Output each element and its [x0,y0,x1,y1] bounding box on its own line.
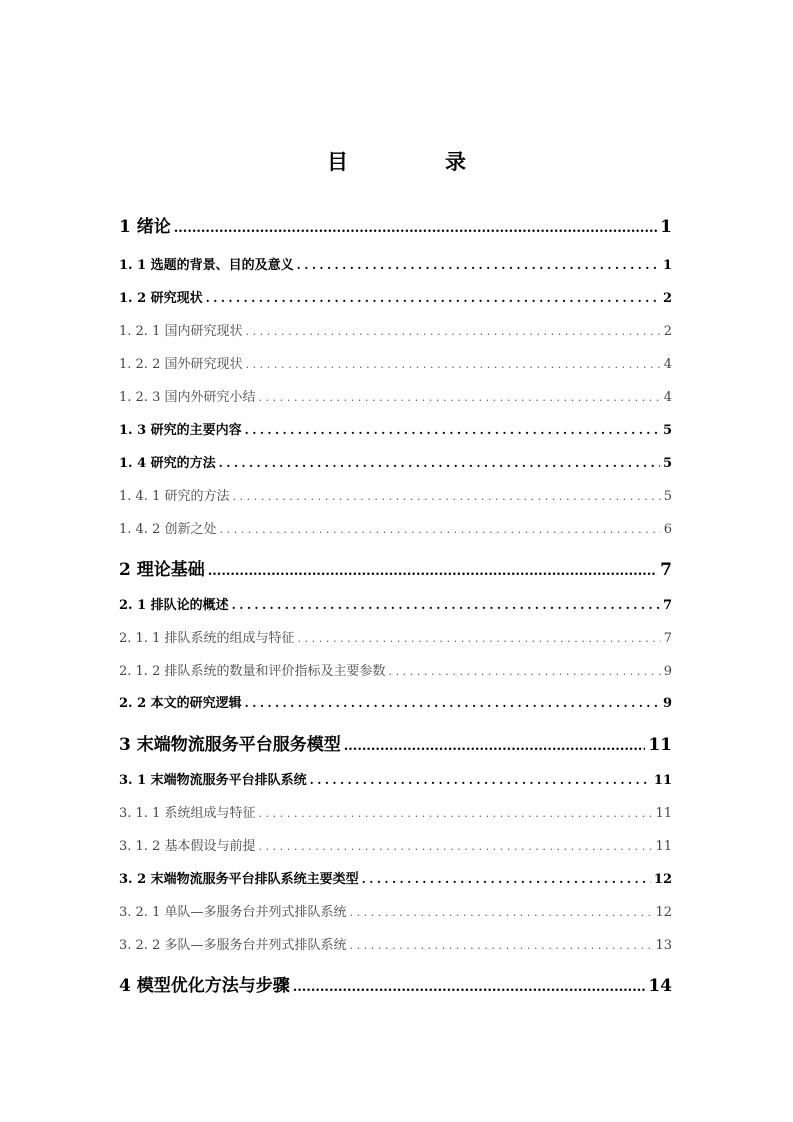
toc-entry-section-3-2[interactable] [119,868,672,887]
toc-entry-label: 1. 1 选题的背景、目的及意义 [119,258,294,273]
dot-leader [258,391,660,404]
toc-entry-label: 1. 2. 1 国内研究现状 [119,324,243,339]
dot-leader [219,523,660,536]
toc-entry-page: 2 [663,324,672,339]
dot-leader [245,423,660,437]
dot-leader [232,598,660,612]
toc-entry-subsection-3-2-2[interactable] [119,934,672,953]
dot-leader [219,456,660,470]
toc-title: 目 录 [327,149,504,174]
toc-entry-label: 3. 1. 2 基本假设与前提 [119,839,256,854]
toc-entry-page: 1 [660,217,672,237]
toc-entry-label: 3. 2 末端物流服务平台排队系统主要类型 [119,872,359,887]
toc-entry-page: 5 [662,423,672,438]
toc-entry-section-1-3[interactable] [119,419,672,438]
toc-entry-chapter-4[interactable] [119,971,672,996]
toc-entry-label: 2. 2 本文的研究逻辑 [119,696,242,711]
dot-leader [258,840,652,853]
toc-entry-page: 9 [663,664,672,679]
toc-entry-page: 5 [662,456,672,471]
toc-entry-label: 1. 4. 1 研究的方法 [119,489,230,504]
toc-entry-label: 4 模型优化方法与步骤 [119,976,290,996]
toc-entry-label: 1. 2. 3 国内外研究小结 [119,390,256,405]
toc-entry-label: 1. 2 研究现状 [119,291,203,306]
toc-entry-label: 3 末端物流服务平台服务模型 [119,735,341,755]
toc-entry-page: 6 [663,522,672,537]
toc-entry-page: 4 [663,357,672,372]
toc-entry-label: 1 绪论 [119,217,171,237]
dot-leader [349,939,652,952]
toc-entry-subsection-1-2-1[interactable] [119,320,672,339]
toc-entry-subsection-1-4-1[interactable] [119,485,672,504]
toc-entry-page: 2 [662,291,672,306]
toc-entry-section-1-2[interactable] [119,287,672,306]
toc-entry-subsection-1-2-2[interactable] [119,353,672,372]
dot-leader [245,696,660,710]
toc-entry-subsection-2-1-1[interactable] [119,627,672,646]
toc-entry-subsection-3-1-1[interactable] [119,802,672,821]
dot-leader [232,490,660,503]
dot-leader [297,258,660,272]
toc-entry-chapter-3[interactable] [119,730,672,755]
toc-entry-page: 5 [663,489,672,504]
toc-entry-page: 14 [648,976,672,996]
toc-entry-section-1-1[interactable] [119,254,672,273]
toc-entry-label: 1. 4. 2 创新之处 [119,522,217,537]
toc-entry-label: 3. 2. 1 单队—多服务台并列式排队系统 [119,905,347,920]
toc-entry-chapter-1[interactable] [119,212,672,237]
toc-entry-label: 2. 1. 1 排队系统的组成与特征 [119,631,295,646]
toc-entry-label: 3. 2. 2 多队—多服务台并列式排队系统 [119,938,347,953]
toc-entry-section-3-1[interactable] [119,769,672,788]
toc-entry-page: 7 [660,560,672,580]
dot-leader [349,906,652,919]
toc-entry-section-2-1[interactable] [119,594,672,613]
toc-entry-page: 9 [662,696,672,711]
toc-entry-label: 2. 1. 2 排队系统的数量和评价指标及主要参数 [119,664,386,679]
toc-entry-subsection-1-2-3[interactable] [119,386,672,405]
dot-leader [362,872,651,886]
toc-entry-subsection-2-1-2[interactable] [119,660,672,679]
toc-entry-page: 12 [653,872,672,887]
toc-entry-page: 11 [653,773,672,788]
dot-leader [344,739,646,754]
toc-entry-page: 11 [655,839,672,854]
toc-entry-page: 7 [663,631,672,646]
toc-entry-page: 13 [655,938,672,953]
dot-leader [245,358,660,371]
toc-entry-label: 1. 4 研究的方法 [119,456,216,471]
toc-entry-section-2-2[interactable] [119,692,672,711]
toc-entry-page: 4 [663,390,672,405]
toc-entry-page: 11 [648,735,672,755]
dot-leader [293,980,646,995]
toc-entry-subsection-3-1-2[interactable] [119,835,672,854]
toc-entry-label: 1. 2. 2 国外研究现状 [119,357,243,372]
dot-leader [310,773,651,787]
dot-leader [258,807,652,820]
toc-entry-chapter-2[interactable] [119,555,672,580]
toc-entry-page: 12 [655,905,672,920]
dot-leader [208,564,657,579]
toc-entry-label: 2 理论基础 [119,560,205,580]
toc-entry-label: 3. 1. 1 系统组成与特征 [119,806,256,821]
toc-entry-label: 3. 1 末端物流服务平台排队系统 [119,773,307,788]
dot-leader [174,221,657,236]
toc-entry-label: 1. 3 研究的主要内容 [119,423,242,438]
dot-leader [245,325,660,338]
dot-leader [297,632,660,645]
toc-entry-section-1-4[interactable] [119,452,672,471]
toc-entry-label: 2. 1 排队论的概述 [119,598,229,613]
toc-entry-page: 1 [662,258,672,273]
dot-leader [206,291,660,305]
dot-leader [388,665,660,678]
toc-entry-page: 7 [662,598,672,613]
toc-entry-page: 11 [655,806,672,821]
toc-entry-subsection-3-2-1[interactable] [119,901,672,920]
toc-entry-subsection-1-4-2[interactable] [119,518,672,537]
